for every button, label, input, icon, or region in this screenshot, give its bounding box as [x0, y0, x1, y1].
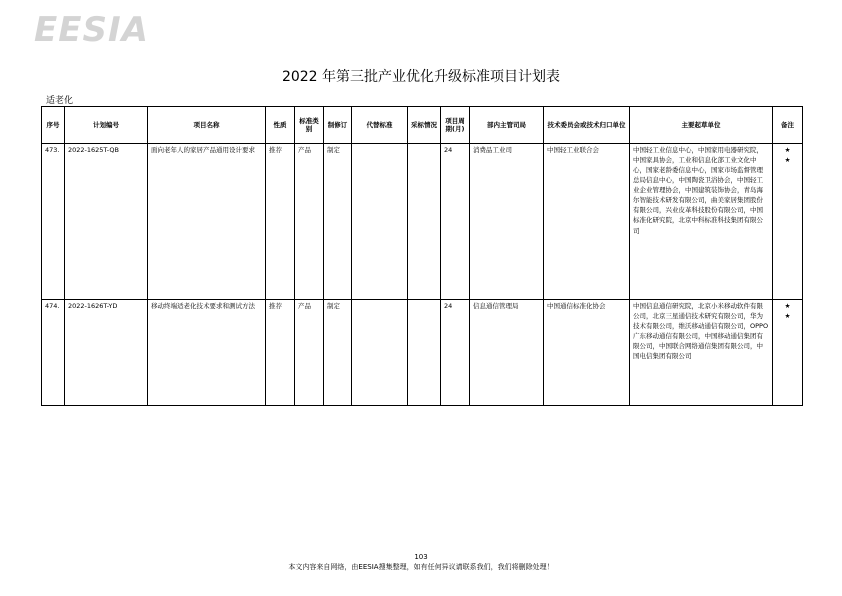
row-number: 474. — [42, 300, 65, 406]
row-number: 473. — [42, 144, 65, 300]
plan-table — [41, 106, 803, 406]
header-cell: 部内主管司局 — [470, 107, 544, 144]
adoption-status — [408, 300, 441, 406]
header-cell: 序号 — [42, 107, 65, 144]
header-cell: 性质 — [266, 107, 295, 144]
note-stars: ★ ★ — [773, 144, 803, 300]
header-cell: 主要起草单位 — [630, 107, 773, 144]
responsible-department: 消费品工业司 — [470, 144, 544, 300]
note-stars: ★ ★ — [773, 300, 803, 406]
section-label: 适老化 — [46, 96, 74, 106]
eesia-logo: EESIA — [34, 10, 149, 50]
header-cell: 代替标准 — [352, 107, 408, 144]
revision-type: 制定 — [324, 300, 352, 406]
adoption-status — [408, 144, 441, 300]
header-cell: 采标情况 — [408, 107, 441, 144]
header-cell: 备注 — [773, 107, 803, 144]
plan-code: 2022-1625T-QB — [65, 144, 148, 300]
page-title: 2022 年第三批产业优化升级标准项目计划表 — [281, 69, 561, 85]
header-cell: 标准类别 — [295, 107, 324, 144]
project-period: 24 — [441, 300, 470, 406]
technical-committee: 中国轻工业联合会 — [544, 144, 630, 300]
revision-type: 制定 — [324, 144, 352, 300]
standard-category: 产品 — [295, 144, 324, 300]
header-cell: 技术委员会或技术归口单位 — [544, 107, 630, 144]
page-number: 103 — [414, 553, 428, 561]
replaced-standard — [352, 144, 408, 300]
header-cell: 项目名称 — [148, 107, 266, 144]
responsible-department: 信息通信管理局 — [470, 300, 544, 406]
header-cell: 计划编号 — [65, 107, 148, 144]
standard-category: 产品 — [295, 300, 324, 406]
project-name: 移动终端适老化技术要求和测试方法 — [148, 300, 266, 406]
table-header-row — [42, 107, 803, 144]
table-row — [42, 144, 803, 300]
replaced-standard — [352, 300, 408, 406]
nature: 推荐 — [266, 144, 295, 300]
project-name: 面向老年人的家居产品通用设计要求 — [148, 144, 266, 300]
table-row — [42, 300, 803, 406]
technical-committee: 中国通信标准化协会 — [544, 300, 630, 406]
plan-code: 2022-1626T-YD — [65, 300, 148, 406]
header-cell: 项目周期(月) — [441, 107, 470, 144]
copyright-notice: 本文内容来自网络，由EESIA搜集整理，如有任何异议请联系我们，我们将删除处理！ — [288, 563, 554, 571]
project-period: 24 — [441, 144, 470, 300]
main-drafters: 中国信息通信研究院，北京小米移动软件有限公司，北京三星通信技术研究有限公司，华为技术有限公司，维沃移动通信有限公司，OPPO 广东移动通信有限公司，中国移动通信集团有限公司，中国联合网络通信集团有限公司，中国电信集团有限公司 — [630, 300, 773, 406]
nature: 推荐 — [266, 300, 295, 406]
page-footer — [0, 553, 842, 572]
main-drafters: 中国轻工业信息中心，中国家用电器研究院，中国家具协会，工业和信息化部工业文化中心，国家老龄委信息中心，国家市场监督管理总局信息中心，中国陶瓷卫浴协会，中国轻工业企业管理协会，中国建筑装饰协会，青岛海尔智能技术研发有限公司，曲美家居集团股份有限公司，兴业皮革科技股份有限公司，中国标准化研究院，北京中科标准科技集团有限公司 — [630, 144, 773, 300]
header-cell: 制修订 — [324, 107, 352, 144]
